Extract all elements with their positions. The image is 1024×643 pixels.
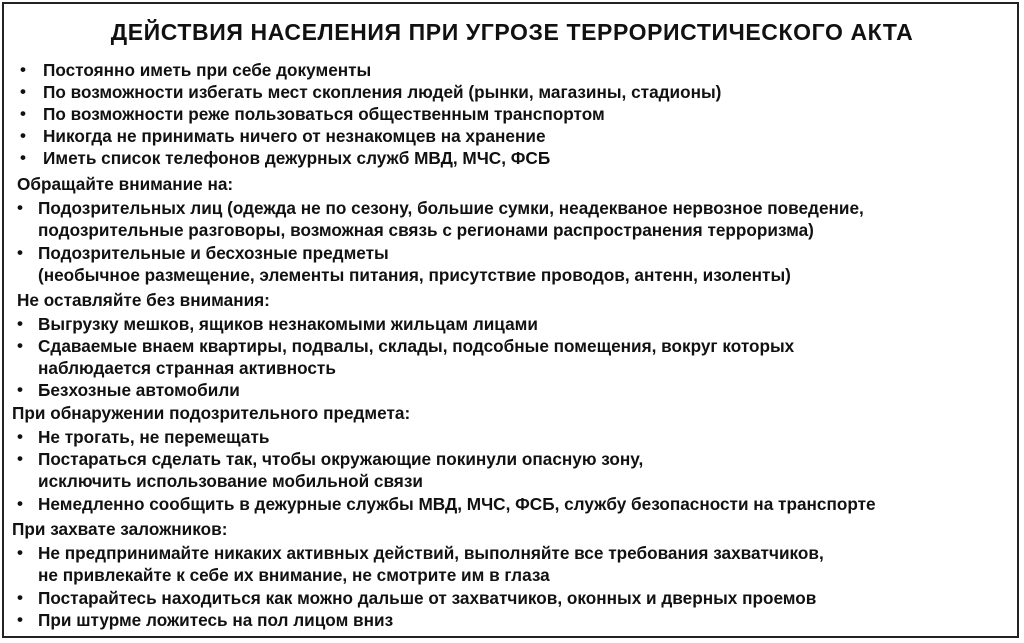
list-item-line: наблюдается странная активность <box>38 358 336 378</box>
bullet-icon: • <box>20 148 26 167</box>
list-item-line: Не трогать, не перемещать <box>38 427 270 447</box>
list-item-line: исключить использование мобильной связи <box>38 471 423 491</box>
page-title: ДЕЙСТВИЯ НАСЕЛЕНИЯ ПРИ УГРОЗЕ ТЕРРОРИСТИЧЕСКОГО АКТА <box>110 19 914 45</box>
list-item-line: Не предпринимайте никаких активных действий, выполняйте все требования захватчиков, <box>38 543 824 563</box>
bullet-icon: • <box>20 104 26 123</box>
bullet-icon: • <box>20 82 26 101</box>
list-item: По возможности избегать мест скопления людей (рынки, магазины, стадионы) <box>43 82 722 102</box>
list-item-line: Подозрительных лиц (одежда не по сезону, большие сумки, неадекваное нервозное поведение, <box>38 198 864 218</box>
bullet-icon: • <box>20 126 26 145</box>
section-heading: Обращайте внимание на: <box>17 174 234 194</box>
bullet-icon: • <box>20 60 26 79</box>
bullet-icon: • <box>17 380 23 399</box>
bullet-icon: • <box>17 449 23 468</box>
list-item-line: подозрительные разговоры, возможная связь с регионами распространения терроризма) <box>38 220 814 240</box>
list-item-line: Подозрительные и бесхозные предметы <box>38 243 389 263</box>
list-item-line: Постарайтесь находиться как можно дальше от захватчиков, оконных и дверных проемов <box>38 588 817 608</box>
bullet-icon: • <box>17 198 23 217</box>
list-item: По возможности реже пользоваться общественным транспортом <box>43 104 605 124</box>
list-item-line: Безхозные автомобили <box>38 380 240 400</box>
section-heading: При обнаружении подозрительного предмета: <box>12 403 411 423</box>
bullet-icon: • <box>17 427 23 446</box>
bullet-icon: • <box>17 610 23 629</box>
bullet-icon: • <box>17 243 23 262</box>
list-item-line: Выгрузку мешков, ящиков незнакомыми жильцам лицами <box>38 314 538 334</box>
list-item-line: Сдаваемые внаем квартиры, подвалы, склады, подсобные помещения, вокруг которых <box>38 336 795 356</box>
bullet-icon: • <box>17 588 23 607</box>
bullet-icon: • <box>17 494 23 513</box>
list-item: Постоянно иметь при себе документы <box>43 60 372 80</box>
list-item: Иметь список телефонов дежурных служб МВД, МЧС, ФСБ <box>43 148 551 168</box>
list-item-line: не привлекайте к себе их внимание, не смотрите им в глаза <box>38 565 550 585</box>
bullet-icon: • <box>17 336 23 355</box>
list-item-line: (необычное размещение, элементы питания, присутствие проводов, антенн, изоленты) <box>38 265 791 285</box>
list-item: Никогда не принимать ничего от незнакомцев на хранение <box>43 126 546 146</box>
list-item-line: При штурме ложитесь на пол лицом вниз <box>38 610 394 630</box>
bullet-icon: • <box>17 314 23 333</box>
bullet-icon: • <box>17 543 23 562</box>
section-heading: Не оставляйте без внимания: <box>17 290 270 310</box>
section-heading: При захвате заложников: <box>12 519 228 539</box>
list-item-line: Постараться сделать так, чтобы окружающие покинули опасную зону, <box>38 449 644 469</box>
list-item-line: Немедленно сообщить в дежурные службы МВД, МЧС, ФСБ, службу безопасности на транспорте <box>38 494 876 514</box>
